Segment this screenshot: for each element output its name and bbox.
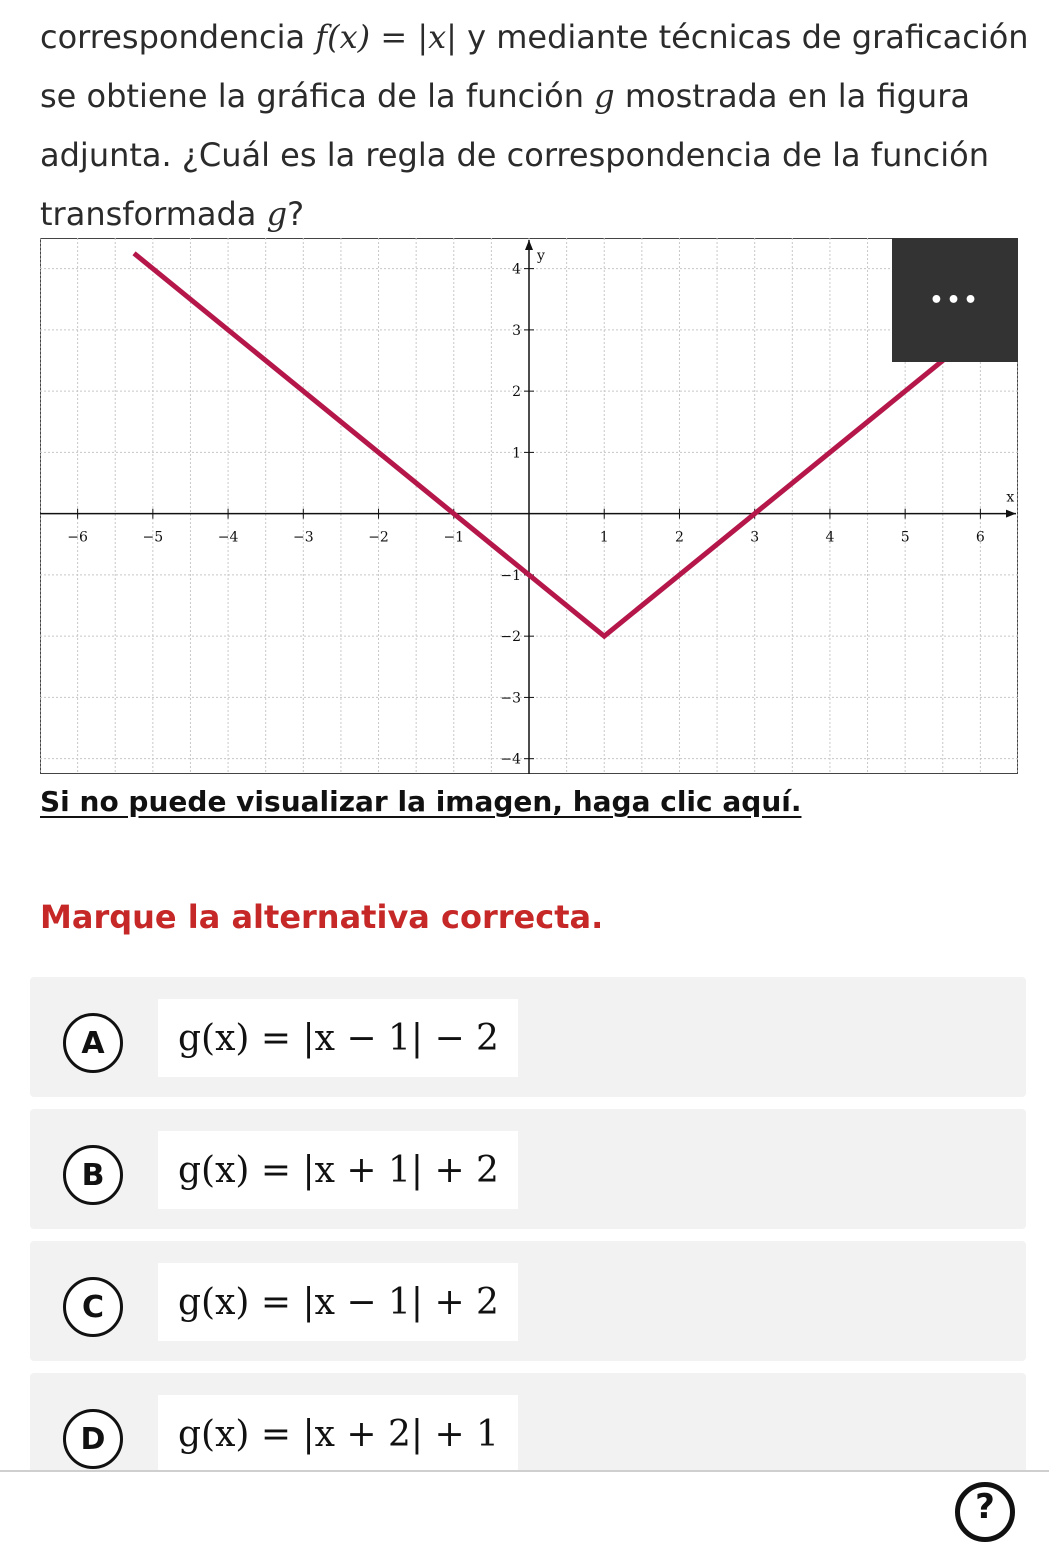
x-tick-label: −1	[443, 529, 465, 546]
x-tick-label: −5	[142, 529, 164, 546]
image-options-button[interactable]	[892, 238, 1018, 362]
function-f-expression: f(x) = |x|	[315, 18, 457, 56]
x-tick-label: 6	[975, 529, 985, 546]
y-tick-label: 3	[512, 322, 521, 339]
x-tick-label: 3	[750, 529, 760, 546]
graph-svg	[40, 238, 1018, 774]
option-b[interactable]	[30, 1109, 1026, 1229]
question-text-part: y mediante técnicas de graficación se obtiene la gráfica de la función	[40, 18, 1029, 115]
y-tick-label: 2	[512, 384, 521, 401]
x-axis-label: x	[1006, 489, 1015, 506]
y-tick-label: 1	[512, 445, 521, 462]
image-fallback-link[interactable]: Si no puede visualizar la imagen, haga clic aquí.	[40, 785, 802, 818]
question-text-part: correspondencia	[40, 18, 316, 56]
option-formula: g(x) = |x + 1| + 2	[158, 1131, 518, 1209]
option-formula: g(x) = |x − 1| + 2	[158, 1263, 518, 1341]
x-tick-label: −3	[292, 529, 314, 546]
help-icon[interactable]: ?	[955, 1482, 1015, 1542]
x-tick-label: −6	[67, 529, 88, 546]
more-dots-icon: •••	[929, 287, 981, 313]
x-tick-label: 2	[675, 529, 684, 546]
x-tick-label: 1	[599, 529, 609, 546]
x-tick-label: 4	[825, 529, 835, 546]
question-text-part: mostrada en la figura adjunta. ¿Cuál es la regla de correspondencia de la función transformada	[40, 77, 989, 233]
option-formula: g(x) = |x + 2| + 1	[158, 1395, 518, 1473]
bottom-toolbar	[0, 1470, 1049, 1527]
option-c[interactable]	[30, 1241, 1026, 1361]
function-g-symbol: g	[266, 195, 288, 233]
x-tick-label: 5	[900, 529, 910, 546]
option-a[interactable]	[30, 977, 1026, 1097]
function-g-symbol: g	[594, 77, 615, 115]
y-tick-label: 4	[512, 261, 521, 278]
x-axis-arrow	[1006, 510, 1016, 518]
question-text	[40, 8, 1030, 244]
question-text-part: ?	[287, 195, 305, 233]
function-graph	[40, 238, 1018, 774]
x-tick-label: −4	[217, 529, 239, 546]
y-axis-label: y	[537, 248, 545, 264]
instruction-text: Marque la alternativa correcta.	[40, 898, 604, 936]
x-tick-label: −2	[368, 529, 389, 546]
y-axis-arrow	[525, 240, 533, 250]
function-g-line	[134, 253, 1018, 636]
option-letter-badge: C	[63, 1277, 123, 1337]
y-tick-label: −2	[500, 629, 521, 646]
y-tick-label: −4	[500, 751, 521, 768]
y-tick-label: −3	[500, 690, 521, 707]
option-letter-badge: A	[63, 1013, 123, 1073]
y-tick-label: −1	[500, 567, 521, 584]
option-formula: g(x) = |x − 1| − 2	[158, 999, 518, 1077]
option-letter-badge: B	[63, 1145, 123, 1205]
option-letter-badge: D	[63, 1409, 123, 1469]
